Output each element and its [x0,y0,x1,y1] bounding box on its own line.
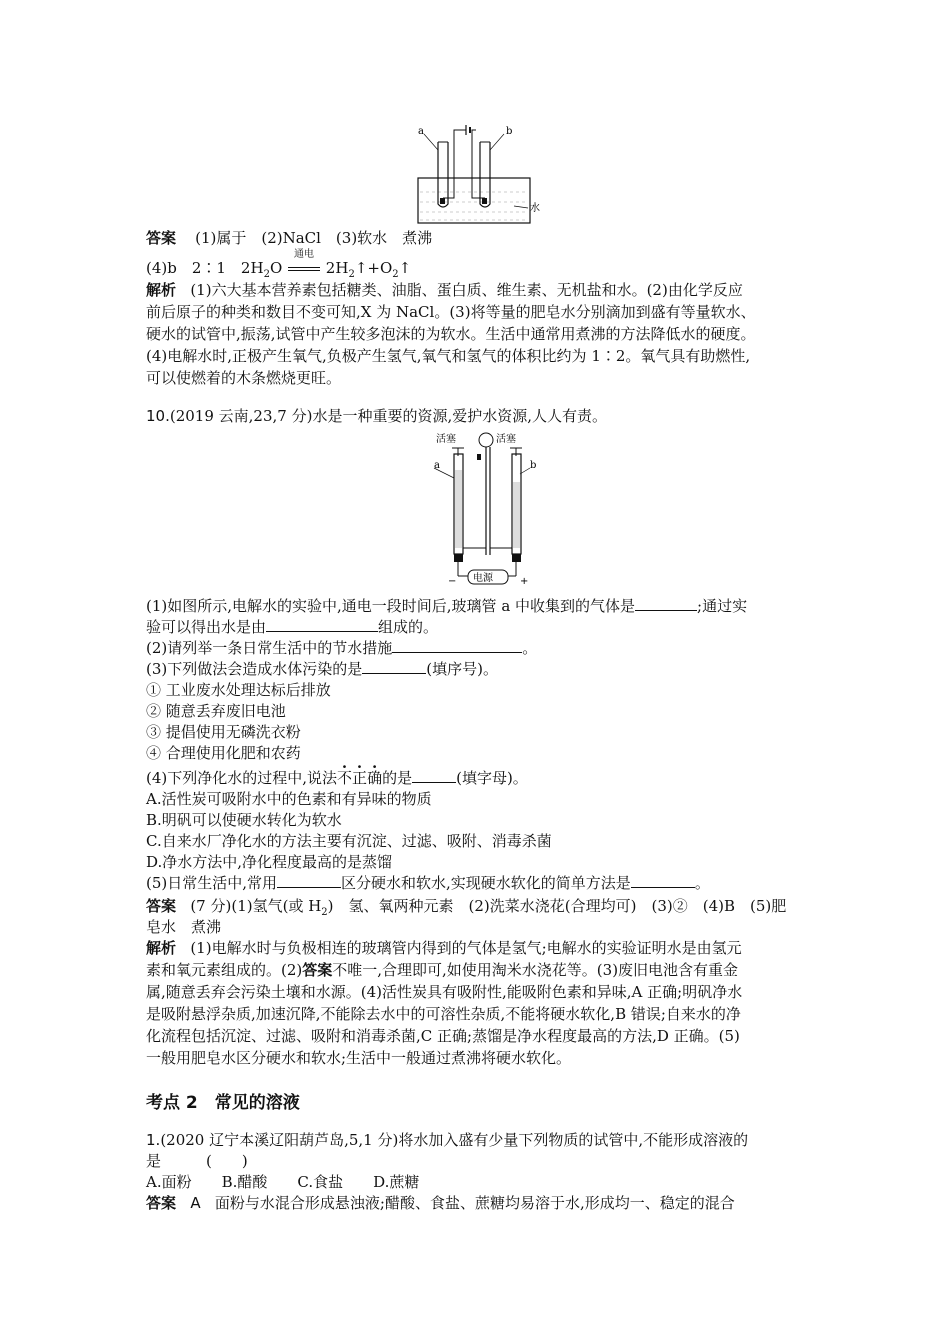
answer-tag: 答案 [146,229,177,247]
answer-10-line1: 答案 (7 分)(1)氢气(或 $H_2$) 氢、氧两种元素 (2)洗菜水浇花(合理均可) (3)② (4)B (5)肥 [146,897,787,918]
explanation-10-l4: 是吸附悬浮杂质,加速沉降,不能除去水中的可溶性杂质,不能将硬水软化,B 错误;自来水的净 [146,1005,741,1023]
q10-option-4: ④ 合理使用化肥和农药 [146,744,301,762]
answer-tag: 答案 [146,1194,177,1212]
equation-o: O [269,259,283,277]
section-heading: 考点 2 常见的溶液 [146,1093,300,1113]
question-10-head [146,406,826,427]
answer-text2: ) 氢、氧两种元素 (2)洗菜水浇花(合理均可) (3)② (4)B (5)肥 [327,897,787,915]
q10-option-c: C.自来水厂净化水的方法主要有沉淀、过滤、吸附、消毒杀菌 [146,832,552,850]
answer-blank[interactable] [635,596,697,611]
emphasis-char: 正 [352,769,368,787]
question-1-head [146,1130,826,1151]
answer-text: (1)属于 (2)NaCl (3)软水 煮沸 [195,229,433,247]
q10-p5-text2: 区分硬水和软水,实现硬水软化的简单方法是 [341,874,631,892]
q10-part5 [146,873,826,894]
q10-part3 [146,659,826,680]
q10-option-b: B.明矾可以使硬水转化为软水 [146,811,342,829]
explanation-text: 素和氧元素组成的。(2) [146,961,303,979]
q10-p2-text: (2)请列举一条日常生活中的节水措施 [146,639,393,657]
q10-part2 [146,638,826,659]
explanation-9-l5: 可以使燃着的木条燃烧更旺。 [146,369,342,387]
q10-p1-text3: 验可以得出水是由 [146,618,267,636]
figure-label-b: b [506,126,513,137]
hofmann-apparatus-figure [424,430,544,592]
q10-p4-text2: 的是 [382,769,413,787]
q10-option-d: D.净水方法中,净化程度最高的是蒸馏 [146,853,393,871]
q10-p3-end: (填序号)。 [426,660,498,678]
q10-p3-text: (3)下列做法会造成水体污染的是 [146,660,363,678]
valve-left-label: 活塞 [436,434,456,445]
answer-10-line2: 皂水 煮沸 [146,918,222,936]
q10-p5-text: (5)日常生活中,常用 [146,874,278,892]
figure-label-b: b [530,460,537,471]
question-number: 10. [146,407,170,425]
answer-text: 面粉与水混合形成悬浊液;醋酸、食盐、蔗糖均易溶于水,形成均一、稳定的混合 [214,1194,735,1212]
answer-1 [146,1193,826,1214]
answer-blank[interactable] [631,873,695,888]
answer-tag: 答案 [146,897,177,915]
emphasis-char: 确 [367,769,383,787]
q10-part4 [146,768,826,789]
explanation-10-l5: 化流程包括沉淀、过滤、吸附和消毒杀菌,C 正确;蒸馏是净水程度最高的方法,D 正确。(5) [146,1027,740,1045]
explanation-tag: 解析 [146,281,177,299]
q10-option-1: ① 工业废水处理达标后排放 [146,681,331,699]
answer-letter: A [190,1194,201,1212]
equation-right2: ↑+O [354,259,393,277]
answer-blank[interactable] [412,768,456,783]
figure-label-a: a [434,460,440,471]
explanation-10-l1 [146,938,826,959]
answer-blank[interactable] [362,659,426,674]
explanation-9-l1 [146,280,826,301]
power-label: 电源 [473,573,493,584]
equation-left: (4)b 2∶1 2H [146,259,264,277]
question-stem: (2020 辽宁本溪辽阳葫芦岛,5,1 分)将水加入盛有少量下列物质的试管中,不能形成溶液的 [160,1131,749,1149]
svg-text:+: + [520,576,529,587]
answer-9-line1 [146,228,826,249]
question-1-line2: 是 ( ) [146,1152,248,1170]
emphasis-char: 不 [337,769,353,787]
q10-part1-line1 [146,596,826,617]
question-number: 1. [146,1131,161,1149]
q10-option-a: A.活性炭可吸附水中的色素和有异味的物质 [146,790,432,808]
figure-label-a: a [418,126,424,137]
q10-option-3: ③ 提倡使用无磷洗衣粉 [146,723,301,741]
answer-blank[interactable] [266,617,378,632]
figure-label-water: 水 [530,203,540,214]
question-stem: (2019 云南,23,7 分)水是一种重要的资源,爱护水资源,人人有责。 [169,407,607,425]
explanation-9-l2: 前后原子的种类和数目不变可知,X 为 NaCl。(3)将等量的肥皂水分别滴加到盛有等量软水、 [146,303,756,321]
answer-blank[interactable] [277,873,341,888]
q10-option-2: ② 随意丢弃废旧电池 [146,702,286,720]
question-1-options: A.面粉 B.醋酸 C.食盐 D.蔗糖 [146,1173,420,1191]
reaction-arrow [287,249,321,279]
explanation-10-l3: 属,随意丢弃会污染土壤和水源。(4)活性炭具有吸附性,能吸附色素和异味,A 正确;明矾净水 [146,983,743,1001]
explanation-tag: 解析 [146,939,177,957]
q10-p2-end: 。 [522,639,538,657]
explanation-10-l2 [146,960,826,981]
valve-right-label: 活塞 [496,434,516,445]
q10-part1-line2 [146,617,826,638]
equation-right: 2H [321,259,349,277]
svg-text:−: − [448,576,457,587]
q10-p5-end: 。 [694,874,710,892]
explanation-9-l4: (4)电解水时,正极产生氧气,负极产生氢气,氧气和氢气的体积比约为 1∶2。氧气具有助燃性, [146,347,751,365]
explanation-9-l3: 硬水的试管中,振荡,试管中产生较多泡沫的为软水。生活中通常用煮沸的方法降低水的硬度。 [146,325,756,343]
explanation-text2: 不唯一,合理即可,如使用淘米水浇花等。(3)废旧电池含有重金 [332,961,739,979]
answer-tag-inline: 答案 [302,961,333,979]
q10-p1-text4: 组成的。 [378,618,439,636]
q10-p4-end: (填字母)。 [456,769,528,787]
explanation-10-l6: 一般用肥皂水区分硬水和软水;生活中一般通过煮沸将硬水软化。 [146,1049,572,1067]
answer-text: (7 分)(1)氢气(或 H [190,897,322,915]
electrolysis-trough-figure [410,120,550,230]
reaction-condition: 通电 [294,249,315,260]
answer-blank[interactable] [392,638,522,653]
explanation-text: (1)六大基本营养素包括糖类、油脂、蛋白质、维生素、无机盐和水。(2)由化学反应 [190,281,743,299]
q10-p1-text2: ;通过实 [697,597,748,615]
q10-p4-text: (4)下列净化水的过程中,说法 [146,769,338,787]
explanation-text: (1)电解水时与负极相连的玻璃管内得到的气体是氢气;电解水的实验证明水是由氢元 [190,939,742,957]
q10-p1-text: (1)如图所示,电解水的实验中,通电一段时间后,玻璃管 a 中收集到的气体是 [146,597,636,615]
answer-9-line2: (4)b 2∶1 $2H_2O$ 通电 $2H_2↑+O_2↑$ [146,258,826,285]
equation-end: ↑ [398,259,412,277]
